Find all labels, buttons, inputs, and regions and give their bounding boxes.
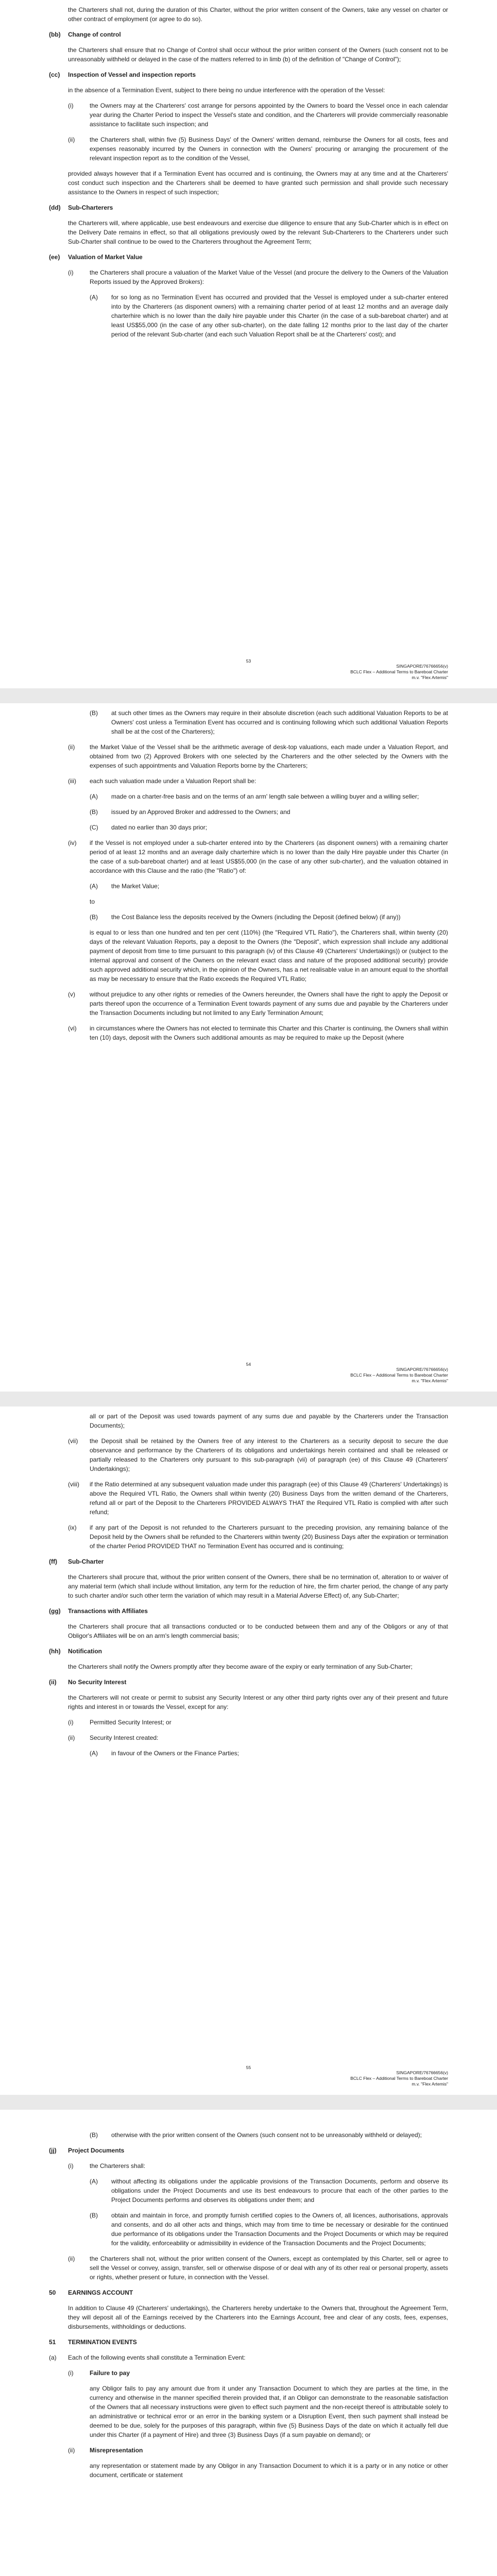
paragraph: any Obligor fails to pay any amount due from it under any Transaction Document to which they are parties at the time, in the currency and otherwise in the manner specified therein provided that, if an Obligor can demonstrate to the reasonable satisfaction of the Owners that all necessary instructions were given to effect such payment and the non-receipt thereof is attributable solely to an administrative or technical error or an error in the banking system or a Disruption Event, then such payment shall instead be deemed to be due, solely for the purposes of this paragraph, within five (5) Business Days of the date on which it actually fell due under this Charter (if a payment of Hire) and three (3) Business Days (if a sum payable on demand); or <box>90 2385 448 2438</box>
paragraph: all or part of the Deposit was used towards payment of any sums due and payable by the Charterers under the Transaction Documents); <box>90 1413 448 1429</box>
subsubclause-label: (A) <box>90 294 98 301</box>
page-footer <box>49 2065 448 2088</box>
subclause-heading: Failure to pay <box>90 2369 130 2377</box>
footer-ref-line: m.v. "Flex Artemis" <box>412 1378 448 1383</box>
clause-a <box>49 2353 448 2362</box>
clause-ff <box>49 1557 448 1566</box>
subclause-label: (i) <box>68 102 74 109</box>
subsubclause <box>90 293 448 339</box>
subsubclause-label: (A) <box>90 2178 98 2185</box>
subclause-text: the Charterers shall, within five (5) Business Days' of the Owners' written demand, reimburse the Owners for all costs, fees and expenses reasonably incurred by the Owners in connection with the Owners' procuring or arranging the procurement of the relevant inspection report as to the condition of the Vessel, <box>90 136 448 162</box>
subclause <box>68 1523 448 1551</box>
subclause-text: each such valuation made under a Valuation Report shall be: <box>90 777 256 785</box>
subsubclause <box>90 807 448 817</box>
clause-heading: Sub-Charterers <box>68 204 113 211</box>
subsubclause-text: without affecting its obligations under the applicable provisions of the Transaction Documents, perform and observe its obligations under the Project Documents and use its best endeavours to procure that each of the other parties to the Project Documents performs and observes its obligations under them; and <box>111 2178 448 2204</box>
subsubclause <box>90 1749 448 1758</box>
paragraph: the Charterers shall procure that, without the prior written consent of the Owners, there shall be no termination of, alteration to or waiver of any material term (which shall include without limitation, any term for the reduction of hire, the firm charter period, the change of any party to such charter and/or such other term the variation of which may result in a Material Adverse Effect) of, any Sub-Charter; <box>68 1573 448 1599</box>
page-number: 53 <box>246 658 251 664</box>
subsubclause-label: (B) <box>90 913 98 921</box>
subclause-label: (ii) <box>68 2447 75 2454</box>
footer-ref-line: SINGAPORE/76766656(v) <box>396 1367 448 1372</box>
subclause <box>68 1480 448 1517</box>
clause-label: (jj) <box>49 2147 57 2154</box>
subsubclause-text: in favour of the Owners or the Finance Parties; <box>111 1750 239 1757</box>
document-page-3 <box>0 1406 497 2095</box>
subsubclause-text: for so long as no Termination Event has occurred and provided that the Vessel is employed under a sub-charter entered into by the Charterers (as disponent owners) with a remaining charter period of at least 12 months and an average daily charterhire which is no lower than the daily hire payable under this Charter (in the case of a sub-bareboat charter) and at least US$55,000 (in the case of any other sub-charter), on the date falling 12 months prior to the last day of the charter period of the relevant Sub-charter (and each such Valuation Report shall be at the Charterers' cost); and <box>111 294 448 338</box>
subclause <box>68 101 448 129</box>
subsubclause-text: made on a charter-free basis and on the terms of an arm' length sale between a willing buyer and a willing seller; <box>111 793 419 800</box>
section-number: 50 <box>49 2289 56 2296</box>
subclause-label: (vii) <box>68 1437 78 1445</box>
footer-reference <box>350 664 448 681</box>
subclause-label: (iv) <box>68 839 77 846</box>
footer-ref-line: BCLC Flex – Additional Terms to Bareboat Charter <box>350 669 448 674</box>
page-footer <box>49 658 448 681</box>
subclause-text: the Owners may at the Charterers' cost arrange for persons appointed by the Owners to board the Vessel once in each calendar year during the Charter Period to inspect the Vessel's state and condition, and the Charterers will provide commercially reasonable assistance to facilitate such inspection; and <box>90 102 448 128</box>
subclause-label: (ii) <box>68 2255 75 2262</box>
subsubclause-text: issued by an Approved Broker and addressed to the Owners; and <box>111 808 290 816</box>
clause-heading: Valuation of Market Value <box>68 253 143 261</box>
subclause <box>68 742 448 770</box>
page-number: 55 <box>246 2065 251 2070</box>
subclause <box>68 2161 448 2171</box>
section-heading: EARNINGS ACCOUNT <box>68 2289 133 2296</box>
subclause <box>68 1436 448 1473</box>
subclause-label: (vi) <box>68 1025 77 1032</box>
clause-heading: Inspection of Vessel and inspection reports <box>68 71 196 78</box>
section-50 <box>49 2288 448 2297</box>
subclause-label: (iii) <box>68 777 76 785</box>
footer-ref-line: BCLC Flex – Additional Terms to Bareboat Charter <box>350 2076 448 2081</box>
subclause-label: (i) <box>68 2162 74 2170</box>
subsubclause-label: (B) <box>90 2131 98 2139</box>
page-footer <box>49 1362 448 1384</box>
subclause <box>68 990 448 1018</box>
subclause <box>68 2254 448 2282</box>
subsubclause <box>90 708 448 736</box>
paragraph: the Charterers will not create or permit to subsist any Security Interest or any other third party rights over any of their present and future rights and interest in or towards the Vessel, except for any: <box>68 1694 448 1710</box>
subclause-text: the Market Value of the Vessel shall be the arithmetic average of desk-top valuations, each made under a Valuation Report, and obtained from two (2) Approved Brokers with one selected by the Charterers and the other selected by the Owners with the expenses of such appointments and Valuation Reports borne by the Charterers; <box>90 743 448 769</box>
subclause <box>68 1024 448 1042</box>
subclause-label: (viii) <box>68 1481 79 1488</box>
paragraph: the Charterers shall not, during the duration of this Charter, without the prior written consent of the Owners, take any vessel on charter or other contract of employment (or agree to do so). <box>68 6 448 23</box>
subsubclause-label: (C) <box>90 824 98 831</box>
subclause <box>68 776 448 786</box>
subclause <box>68 1733 448 1742</box>
clause-hh <box>49 1647 448 1656</box>
footer-ref-line: m.v. "Flex Artemis" <box>412 2081 448 2087</box>
subsubclause-text: obtain and maintain in force, and promptly furnish certified copies to the Owners of, all licences, authorisations, approvals and consents, and do all other acts and things, which may from time to time be necessary or desirable for the continued due performance of its obligations under the Transaction Documents and the Project Documents or which may be required for the validity, enforceability or admissibility in evidence of the Transaction Documents and the Project Documents; <box>111 2212 448 2247</box>
subsubclause <box>90 2177 448 2205</box>
clause-label: (dd) <box>49 204 61 211</box>
section-51 <box>49 2337 448 2347</box>
subclause-text: if the Vessel is not employed under a sub-charter entered into by the Charterers (as disponent owners) with a remaining charter period of at least 12 months and an average daily charterhire which is no lower than the daily Hire payable under this Charter (in the case of a sub-bareboat charter) and at least US$55,000 (in the case of any other sub-charter), and the valuation obtained in accordance with this Clause and the ratio (the "Ratio") of: <box>90 839 448 874</box>
clause-dd <box>49 203 448 212</box>
clause-cc <box>49 70 448 79</box>
subclause-text: the Charterers shall procure a valuation of the Market Value of the Vessel (and procure the delivery to the Owners of the Valuation Reports issued by the Approved Brokers): <box>90 269 448 285</box>
footer-ref-line: m.v. "Flex Artemis" <box>412 675 448 680</box>
subclause-text: Permitted Security Interest; or <box>90 1719 172 1726</box>
subsubclause <box>90 912 448 922</box>
paragraph: any representation or statement made by any Obligor in any Transaction Document to which it is a party or in any notice or other document, certificate or statement <box>90 2462 448 2479</box>
subclause-label: (i) <box>68 1719 74 1726</box>
clause-heading: Sub-Charter <box>68 1558 104 1565</box>
subclause-label: (ii) <box>68 743 75 751</box>
clause-label: (cc) <box>49 71 60 78</box>
subclause-text: in circumstances where the Owners has not elected to terminate this Charter and this Charter is continuing, the Owners shall within ten (10) days, deposit with the Owners such additional amounts as may be required to make up the Deposit (where <box>90 1025 448 1041</box>
subclause <box>68 268 448 286</box>
subclause-label: (ii) <box>68 136 75 143</box>
paragraph: In addition to Clause 49 (Charterers' undertakings), the Charterers hereby undertake to the Owners that, throughout the Agreement Term, they will deposit all of the Earnings received by the Charterers into the Earnings Account, free and clear of any costs, fees, expenses, disbursements, withholdings or deductions. <box>68 2304 448 2330</box>
subclause-text: the Charterers shall: <box>90 2162 146 2170</box>
subsubclause <box>90 792 448 801</box>
clause-bb <box>49 30 448 39</box>
footer-ref-line: SINGAPORE/76766656(v) <box>396 664 448 669</box>
paragraph: the Charterers shall procure that all transactions conducted or to be conducted between them and any of the Obligors or any of that Obligor's Affiliates will be on an arm's length commercial basis; <box>68 1623 448 1639</box>
section-number: 51 <box>49 2338 56 2346</box>
subclause-text: without prejudice to any other rights or remedies of the Owners hereunder, the Owners shall have the right to apply the Deposit or parts thereof upon the occurrence of a Termination Event towards payment of any sums due and payable by the Charterers under the Transaction Documents including but not limited to any Early Termination Amount; <box>90 991 448 1016</box>
clause-heading: Project Documents <box>68 2147 125 2154</box>
subclause-heading: Misrepresentation <box>90 2447 143 2454</box>
subsubclause <box>90 2211 448 2248</box>
paragraph: provided always however that if a Termination Event has occurred and is continuing, the Owners may at any time and at the Charterers' cost conduct such inspection and the Charterers shall be deemed to have granted such permission and shall provide such necessary assistance to the Owners in respect of such inspection; <box>68 170 448 196</box>
clause-label: (ee) <box>49 253 60 261</box>
subclause-label: (v) <box>68 991 75 998</box>
connector-text: to <box>90 898 95 905</box>
subsubclause-label: (B) <box>90 808 98 816</box>
subclause-text: the Deposit shall be retained by the Owners free of any interest to the Charterers as a security deposit to secure the due observance and performance by the Charterers of its obligations and undertakings herein contained and shall be released or partially released to the Charterers only pursuant to this sub-paragraph (vii) of paragraph (ee) of this Clause 49 (Charterers' Undertakings); <box>90 1437 448 1472</box>
subsubclause-text: the Market Value; <box>111 883 160 890</box>
clause-ii <box>49 1677 448 1687</box>
clause-heading: Transactions with Affiliates <box>68 1607 148 1615</box>
clause-label: (ii) <box>49 1679 57 1686</box>
subclause-label: (ii) <box>68 1734 75 1741</box>
clause-label: (a) <box>49 2354 57 2361</box>
subclause <box>68 135 448 163</box>
subclause-label: (ix) <box>68 1524 77 1531</box>
footer-reference <box>350 2070 448 2087</box>
clause-heading: Notification <box>68 1648 102 1655</box>
subsubclause <box>90 823 448 832</box>
footer-ref-line: SINGAPORE/76766656(v) <box>396 2070 448 2075</box>
section-heading: TERMINATION EVENTS <box>68 2338 137 2346</box>
subsubclause-text: otherwise with the prior written consent of the Owners (such consent not to be unreasonably withheld or delayed); <box>111 2131 422 2139</box>
paragraph: is equal to or less than one hundred and ten per cent (110%) (the "Required VTL Ratio"), the Charterers shall, within twenty (20) days of the relevant Valuation Reports, pay a deposit to the Owners (the "Deposit", which expression shall include any additional payment of deposit from time to time pursuant to this paragraph (iv) of this Clause 49 (Charterers' Undertakings)) or (subject to the internal approval and consent of the Owners on the relevant exact class and nature of the proposed additional security) provide such approved additional security which, in the opinion of the Owners, has a net realisable value in an amount equal to the shortfall as may be necessary to ensure that the Ratio exceeds the Required VTL Ratio; <box>90 929 448 982</box>
subclause <box>68 2446 448 2455</box>
subsubclause-label: (B) <box>90 2212 98 2219</box>
subclause-text: if any part of the Deposit is not refunded to the Charterers pursuant to the preceding provision, any remaining balance of the Deposit held by the Owners shall be refunded to the Charterers within twenty (20) Business Days after the expiration or termination of the charter Period PROVIDED THAT no Termination Event has occurred and is continuing; <box>90 1524 448 1550</box>
subclause-label: (i) <box>68 269 74 276</box>
footer-reference <box>350 1367 448 1384</box>
document-page-1 <box>0 0 497 688</box>
paragraph: in the absence of a Termination Event, subject to there being no undue interference with the operation of the Vessel: <box>68 87 385 94</box>
subsubclause <box>90 882 448 891</box>
subclause-text: Security Interest created: <box>90 1734 159 1741</box>
subclause-label: (i) <box>68 2369 74 2377</box>
subclause <box>68 2368 448 2378</box>
subsubclause <box>90 2130 448 2140</box>
document-page-2 <box>0 703 497 1392</box>
subsubclause-label: (A) <box>90 793 98 800</box>
clause-heading: No Security Interest <box>68 1679 127 1686</box>
clause-label: (bb) <box>49 31 61 38</box>
paragraph: the Charterers will, where applicable, use best endeavours and exercise due diligence to ensure that any Sub-Charter which is in effect on the Delivery Date remains in effect, so that all obligations previously owed by the relevant Sub-Charterers to the Charterers under such Sub-Charter shall continue to be owed to the Charterers throughout the Agreement Term; <box>68 219 448 245</box>
page-number: 54 <box>246 1362 251 1367</box>
paragraph: the Charterers shall ensure that no Change of Control shall occur without the prior written consent of the Owners (such consent not to be unreasonably withheld or delayed in the case of the matters referred to in limb (b) of the definition of "Change of Control"); <box>68 46 448 63</box>
clause-ee <box>49 252 448 262</box>
subsubclause-label: (B) <box>90 709 98 717</box>
subsubclause-text: dated no earlier than 30 days prior; <box>111 824 208 831</box>
subsubclause-label: (A) <box>90 883 98 890</box>
subsubclause-label: (A) <box>90 1750 98 1757</box>
subclause-text: if the Ratio determined at any subsequent valuation made under this paragraph (ee) of this Clause 49 (Charterers' Undertakings) is above the Required VTL Ratio, the Owners shall within twenty (20) Business Days from the written demand of the Charterers, refund all or part of the Deposit to the Charterers PROVIDED ALWAYS THAT the Required VTL Ratio is complied with after such refund; <box>90 1481 448 1516</box>
subclause-text: the Charterers shall not, without the prior written consent of the Owners, except as contemplated by this Charter, sell or agree to sell the Vessel or convey, assign, transfer, sell or otherwise dispose of or deal with any of its other real or personal property, assets or rights, whether present or future, in connection with the Vessel. <box>90 2255 448 2281</box>
subclause <box>68 1718 448 1727</box>
footer-ref-line: BCLC Flex – Additional Terms to Bareboat Charter <box>350 1372 448 1378</box>
paragraph: the Charterers shall notify the Owners promptly after they become aware of the expiry or early termination of any Sub-Charter; <box>68 1663 413 1670</box>
subclause <box>68 838 448 875</box>
clause-label: (ff) <box>49 1558 57 1565</box>
clause-label: (hh) <box>49 1648 61 1655</box>
clause-heading: Change of control <box>68 31 121 38</box>
clause-label: (gg) <box>49 1607 61 1615</box>
subsubclause-text: the Cost Balance less the deposits received by the Owners (including the Deposit (defined below) (if any)) <box>111 913 401 921</box>
clause-gg <box>49 1606 448 1616</box>
subsubclause-text: at such other times as the Owners may require in their absolute discretion (each such additional Valuation Reports to be at Owners' cost unless a Termination Event has occurred and is continuing following which such additional Valuation Reports shall be at the cost of the Charterers); <box>111 709 448 735</box>
clause-jj <box>49 2146 448 2155</box>
clause-text: Each of the following events shall constitute a Termination Event: <box>68 2354 246 2361</box>
document-page-4 <box>0 2110 497 2576</box>
